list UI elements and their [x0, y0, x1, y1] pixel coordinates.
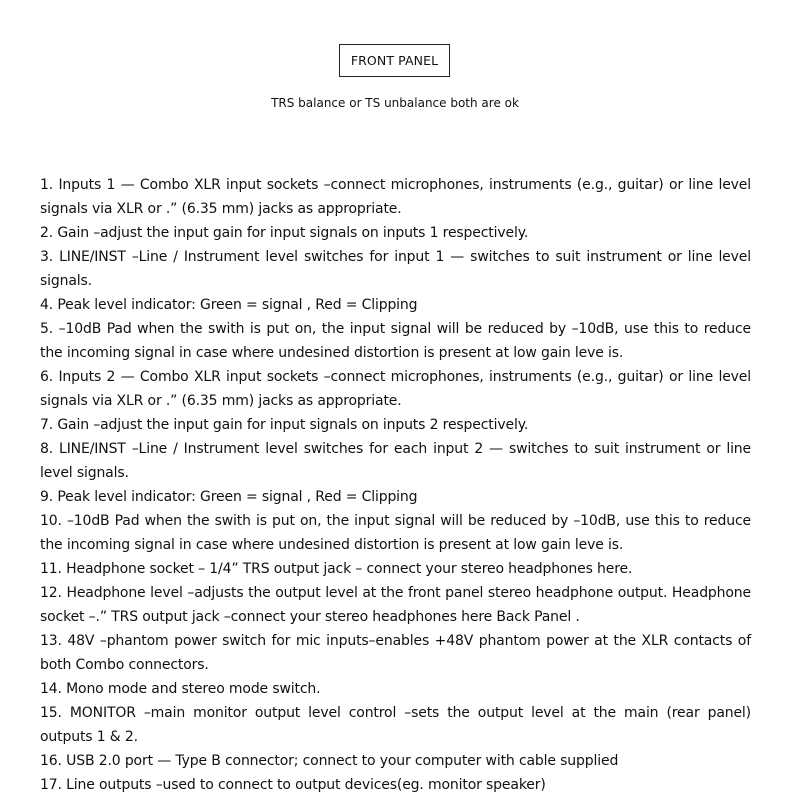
- list-item-14: 14. Mono mode and stereo mode switch.: [40, 681, 321, 697]
- feature-list: [40, 173, 751, 797]
- list-item-5: 5. –10dB Pad when the swith is put on, the input signal will be reduced by –10dB, use this to reduce the incoming signal in case where undesined distortion is present at low gain leve is.: [40, 321, 751, 361]
- page-subtitle: TRS balance or TS unbalance both are ok: [271, 96, 519, 110]
- list-item-3: 3. LINE/INST –Line / Instrument level switches for input 1 — switches to suit instrument or line level signals.: [40, 249, 751, 289]
- list-item-9: 9. Peak level indicator: Green = signal , Red = Clipping: [40, 489, 418, 505]
- list-item-2: 2. Gain –adjust the input gain for input signals on inputs 1 respectively.: [40, 225, 529, 241]
- list-item-6: 6. Inputs 2 — Combo XLR input sockets –connect microphones, instruments (e.g., guitar) or line level signals via XLR or .” (6.35 mm) jacks as appropriate.: [40, 369, 751, 409]
- list-item-11: 11. Headphone socket – 1/4” TRS output jack – connect your stereo headphones here.: [40, 561, 633, 577]
- list-item-1: 1. Inputs 1 — Combo XLR input sockets –connect microphones, instruments (e.g., guitar) or line level signals via XLR or .” (6.35 mm) jacks as appropriate.: [40, 177, 751, 217]
- list-item-4: 4. Peak level indicator: Green = signal , Red = Clipping: [40, 297, 418, 313]
- list-item-15: 15. MONITOR –main monitor output level control –sets the output level at the main (rear panel) outputs 1 & 2.: [40, 705, 751, 745]
- list-item-8: 8. LINE/INST –Line / Instrument level switches for each input 2 — switches to suit instrument or line level signals.: [40, 441, 751, 481]
- list-item-7: 7. Gain –adjust the input gain for input signals on inputs 2 respectively.: [40, 417, 529, 433]
- list-item-17: 17. Line outputs –used to connect to output devices(eg. monitor speaker): [40, 777, 546, 793]
- list-item-16: 16. USB 2.0 port — Type B connector; connect to your computer with cable supplied: [40, 753, 619, 769]
- list-item-12: 12. Headphone level –adjusts the output level at the front panel stereo headphone output. Headphone socket –.” TRS output jack –connect your stereo headphones here Back Panel .: [40, 585, 751, 625]
- list-item-10: 10. –10dB Pad when the swith is put on, the input signal will be reduced by –10dB, use this to reduce the incoming signal in case where undesined distortion is present at low gain leve is.: [40, 513, 751, 553]
- list-item-13: 13. 48V –phantom power switch for mic inputs–enables +48V phantom power at the XLR contacts of both Combo connectors.: [40, 633, 751, 673]
- page-title: FRONT PANEL: [339, 44, 450, 77]
